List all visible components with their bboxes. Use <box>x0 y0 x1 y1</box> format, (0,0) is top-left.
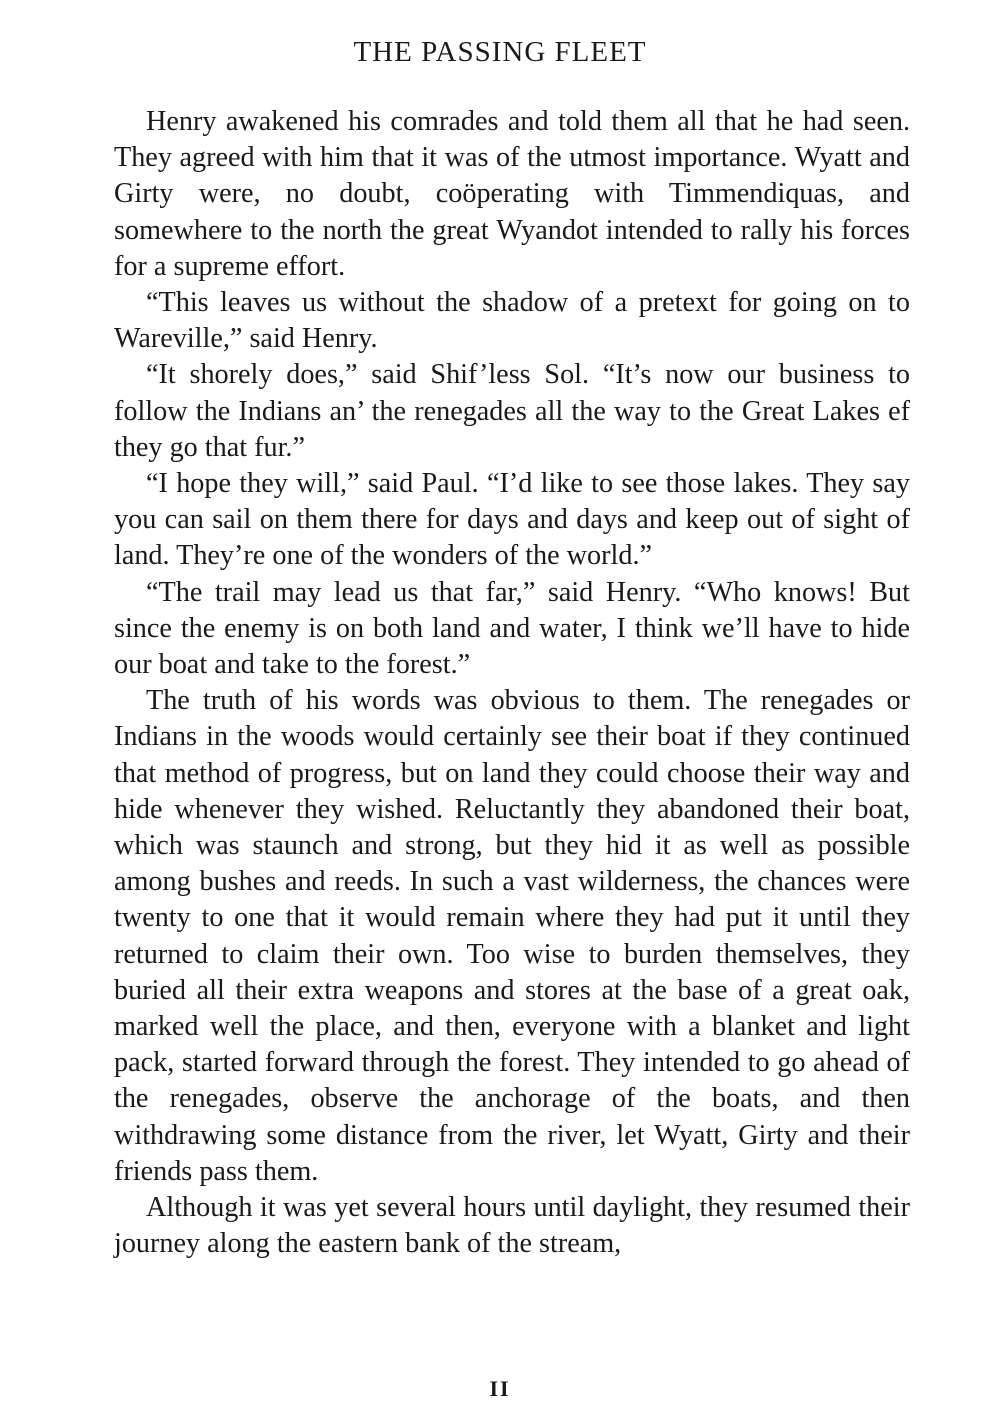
page-number: II <box>489 1376 511 1401</box>
paragraph: Although it was yet several hours until daylight, they resumed their journey along the eastern bank of the stream, <box>114 1192 910 1260</box>
paragraph: “I hope they will,” said Paul. “I’d like to see those lakes. They say you can sail on them there for days and days and keep out of sight of land. They’re one of the wonders of the world.” <box>114 468 910 572</box>
paragraph: “The trail may lead us that far,” said Henry. “Who knows! But since the enemy is on both land and water, I think we’ll have to hide our boat and take to the forest.” <box>114 576 910 681</box>
paragraph: Henry awakened his comrades and told them all that he had seen. They agreed with him that it was of the utmost importance. Wyatt and Girty were, no doubt, coöperating with Timmendiquas, and somewhere to the north the great Wyandot intended to rally his forces for a supreme effort. <box>114 106 910 282</box>
paragraph: “It shorely does,” said Shif’less Sol. “It’s now our business to follow the Indians an’ the renegades all the way to the Great Lakes ef they go that fur.” <box>114 359 910 463</box>
paragraph: “This leaves us without the shadow of a pretext for going on to Wareville,” said Henry. <box>114 287 910 355</box>
running-title: THE PASSING FLEET <box>353 36 647 68</box>
body-text <box>114 104 910 1263</box>
paragraph: The truth of his words was obvious to them. The renegades or Indians in the woods would certainly see their boat if they continued that method of progress, but on land they could choose their way and hide whenever they wished. Reluctantly they abandoned their boat, which was staunch and strong, but they hid it as well as possible among bushes and reeds. In such a vast wilderness, the chances were twenty to one that it would remain where they had put it until they returned to claim their own. Too wise to burden themselves, they buried all their extra weapons and stores at the base of a great oak, marked well the place, and then, everyone with a blanket and light pack, started forward through the forest. They intended to go ahead of the renegades, observe the anchorage of the boats, and then withdrawing some distance from the river, let Wyatt, Girty and their friends pass them. <box>114 685 910 1187</box>
